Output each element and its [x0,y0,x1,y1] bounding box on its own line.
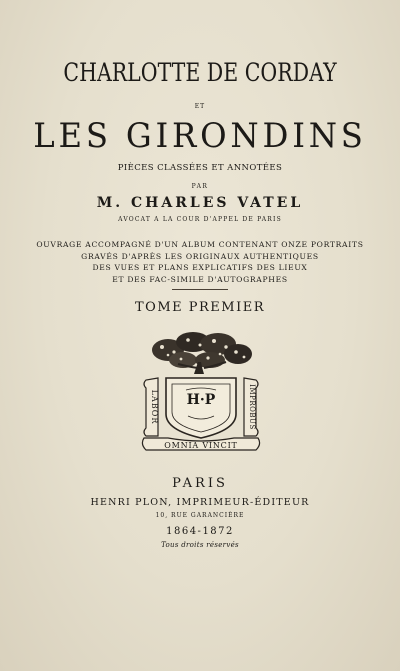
svg-text:H·P: H·P [186,392,216,408]
author-role: AVOCAT A LA COUR D'APPEL DE PARIS [118,216,282,223]
oak-tree-icon [152,332,252,374]
by-line: PAR [191,183,209,190]
conjunction: ET [194,103,206,110]
publication-years: 1864-1872 [166,526,234,537]
motto-banner-left [144,378,159,436]
description-line: DES VUES ET PLANS EXPLICATIFS DES LIEUX [92,263,308,272]
subtitle: PIÈCES CLASSÉES ET ANNOTÉES [117,163,283,173]
author-name: M. CHARLES VATEL [96,195,304,211]
rights-notice: Tous droits réservés [161,541,239,549]
title-line-2: LES GIRONDINS [33,116,367,156]
divider-rule [172,289,228,290]
motto-banner-right [244,378,258,436]
title-line-1: CHARLOTTE DE CORDAY [63,58,337,87]
svg-text:IMPROBUS: IMPROBUS [248,384,256,430]
description-line: OUVRAGE ACCOMPAGNÉ D'UN ALBUM CONTENANT ONZE PORTRAITS [36,240,364,249]
printer-mark-icon [138,332,264,456]
shield-icon [166,378,236,438]
publisher-name: HENRI PLON, IMPRIMEUR-ÉDITEUR [90,497,310,508]
svg-text:LABOR: LABOR [150,389,159,425]
description-line: GRAVÉS D'APRÈS LES ORIGINAUX AUTHENTIQUES [81,251,319,261]
motto-banner-bottom [142,438,259,450]
svg-text:OMNIA VINCIT: OMNIA VINCIT [164,441,238,450]
publisher-address: 10, RUE GARANCIÈRE [155,512,245,519]
imprint-city: PARIS [172,476,228,491]
description-block [0,239,400,285]
description-line: ET DES FAC-SIMILE D'AUTOGRAPHES [112,274,288,284]
volume-label: TOME PREMIER [134,300,265,315]
